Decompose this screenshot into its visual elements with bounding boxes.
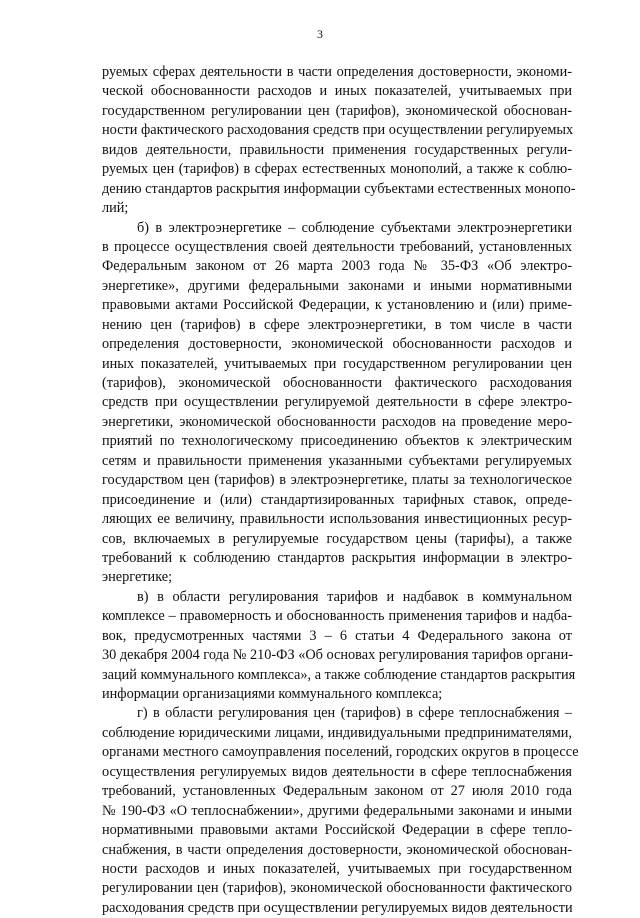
text-line: в процессе осуществления своей деятельности требований, установленных: [102, 238, 572, 255]
text-line: вок, предусмотренных частями 3 – 6 статьи 4 Федерального закона от: [102, 627, 572, 644]
text-line: средств при осуществлении регулируемой деятельности в сфере электро-: [102, 394, 572, 411]
text-line: нению цен (тарифов) в сфере электроэнергетики, в том числе в части: [102, 316, 572, 333]
text-line: ляющих ее величину, правильности использования инвестиционных ресур-: [102, 511, 572, 528]
text-line: правовыми актами Российской Федерации, к установлению и (или) приме-: [102, 297, 572, 314]
text-line: лий;: [102, 200, 129, 217]
text-line: сов, включаемых в регулируемые государством цены (тарифы), а также: [102, 530, 572, 547]
text-line: соблюдение юридическими лицами, индивидуальными предпринимателями,: [102, 724, 572, 741]
document-body: [102, 63, 579, 918]
text-line: (тарифов), экономической обоснованности фактического расходования: [102, 375, 572, 391]
text-line: заций коммунального комплекса», а также соблюдение стандартов раскрытия: [102, 666, 576, 683]
text-line: требований, установленных Федеральным законом от 27 июля 2010 года: [102, 783, 572, 800]
text-line: определения достоверности, экономической обоснованности расходов и: [102, 336, 572, 353]
text-line: регулировании цен (тарифов), экономической обоснованности фактического: [102, 880, 572, 897]
text-line: расходования средств при осуществлении регулируемых видов деятельности: [102, 899, 573, 916]
text-line: приятий по технологическому присоединению объектов к электрическим: [102, 433, 572, 450]
text-line: осуществления регулируемых видов деятельности в сфере теплоснабжения: [102, 763, 572, 780]
text-line: 30 декабря 2004 года № 210-ФЗ «Об основах регулирования тарифов органи-: [102, 647, 573, 664]
page-number: 3: [317, 27, 323, 41]
text-line: Федеральным законом от 26 марта 2003 года № 35-ФЗ «Об электро-: [102, 258, 572, 275]
text-line: требований к соблюдению стандартов раскрытия информации в электро-: [102, 549, 572, 566]
text-line: в) в области регулирования тарифов и надбавок в коммунальном: [137, 588, 572, 605]
text-line: ности расходов и иных показателей, учитываемых при государственном: [102, 860, 572, 877]
text-line: руемых сферах деятельности в части определения достоверности, экономи-: [102, 64, 572, 80]
text-line: видов деятельности, правильности применения государственных регули-: [102, 141, 572, 158]
text-line: нормативными правовыми актами Российской Федерации в сфере тепло-: [102, 822, 572, 839]
text-line: сетям и правильности применения указанными субъектами регулируемых: [102, 452, 572, 469]
text-line: б) в электроэнергетике – соблюдение субъектами электроэнергетики: [137, 219, 572, 236]
text-line: присоединение и (или) стандартизированных тарифных ставок, опреде-: [102, 491, 572, 508]
text-line: государственном регулировании цен (тарифов), экономической обоснован-: [102, 102, 572, 119]
text-line: снабжения, в части определения достоверности, экономической обоснован-: [102, 841, 572, 858]
text-line: энергетике», другими федеральными законами и иными нормативными: [102, 277, 572, 294]
text-line: № 190-ФЗ «О теплоснабжении», другими федеральными законами и иными: [102, 802, 572, 819]
text-line: комплексе – правомерность и обоснованность применения тарифов и надба-: [102, 608, 572, 625]
text-line: энергетике;: [102, 569, 173, 586]
text-line: ности фактического расходования средств при осуществлении регулируемых: [102, 122, 574, 139]
text-line: иных показателей, учитываемых при государственном регулировании цен: [102, 355, 572, 372]
text-line: г) в области регулирования цен (тарифов) в сфере теплоснабжения –: [137, 705, 572, 722]
text-line: дению стандартов раскрытия информации субъектами естественных монопо-: [102, 180, 576, 197]
text-line: информации организациями коммунального комплекса;: [102, 686, 443, 702]
text-line: органами местного самоуправления поселений, городских округов в процессе: [102, 744, 579, 761]
text-line: государством цен (тарифов) в электроэнергетике, платы за технологическое: [102, 472, 572, 489]
text-line: руемых цен (тарифов) в сферах естественных монополий, а также к соблю-: [102, 161, 572, 178]
text-line: ческой обоснованности расходов и иных показателей, учитываемых при: [102, 83, 572, 100]
text-line: энергетики, экономической обоснованности расходов на проведение меро-: [102, 413, 572, 430]
